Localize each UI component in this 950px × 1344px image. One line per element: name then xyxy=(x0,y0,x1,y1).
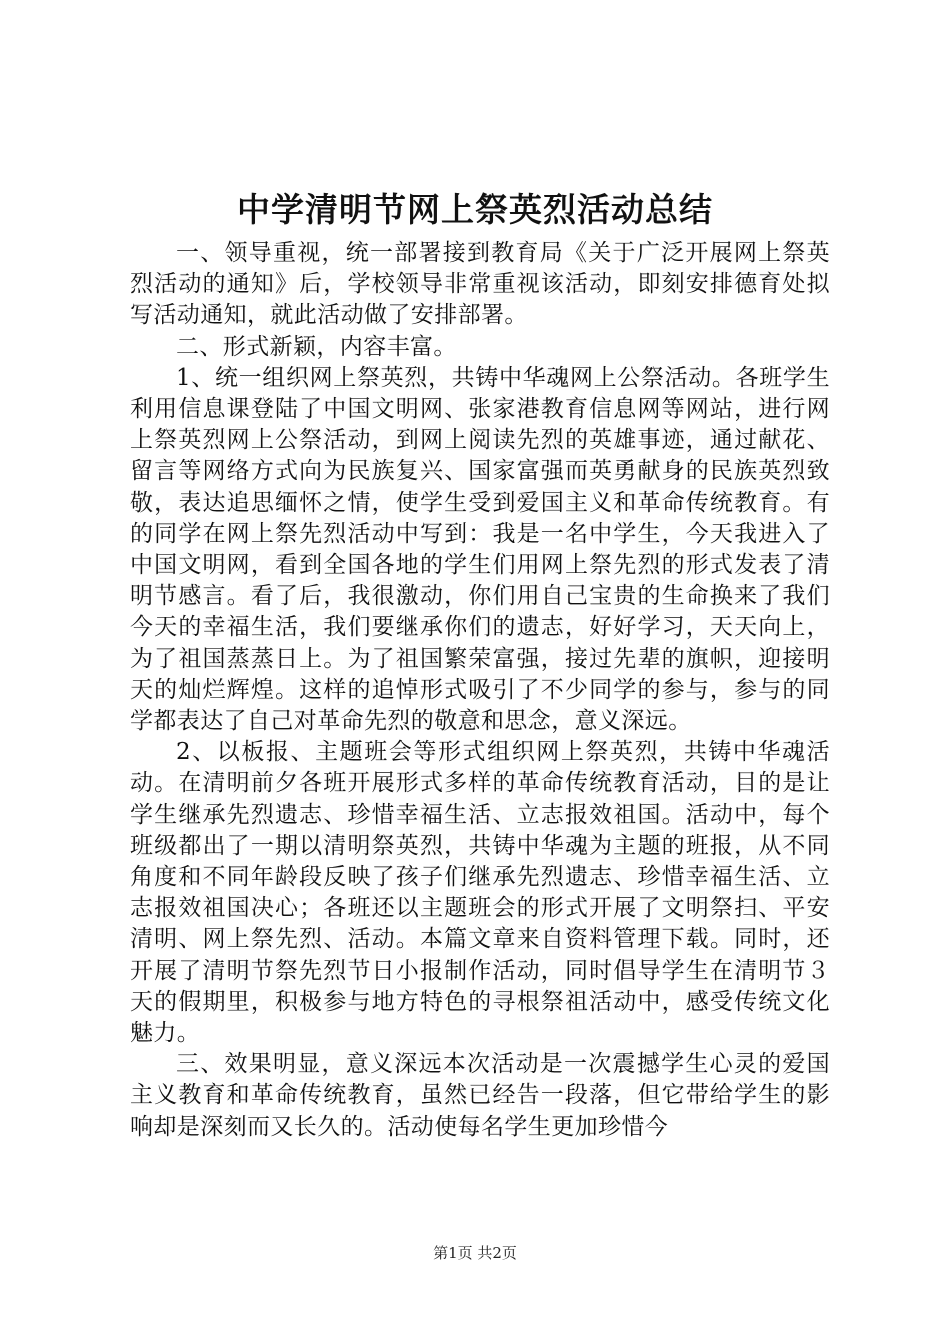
page-title: 中学清明节网上祭英烈活动总结 xyxy=(237,190,713,229)
paragraph-2: 二、形式新颖，内容丰富。 xyxy=(176,333,457,360)
paragraph-3: 1、统一组织网上祭英烈，共铸中华魂网上公祭活动。各班学生利用信息课登陆了中国文明网、张家港教育信息网等网站，进行网上祭英烈网上公祭活动，到网上阅读先烈的英雄事迹，通过献花、留言等网络方式向为民族复兴、国家富强而英勇献身的民族英烈致敬，表达追思缅怀之情，使学生受到爱国主义和革命传统教育。有的同学在网上祭先烈活动中写到：我是一名中学生，今天我进入了中国文明网，看到全国各地的学生们用网上祭先烈的形式发表了清明节感言。看了后，我很激动，你们用自己宝贵的生命换来了我们今天的幸福生活，我们要继承你们的遗志，好好学习，天天向上，为了祖国蒸蒸日上。为了祖国繁荣富强，接过先辈的旗帜，迎接明天的灿烂辉煌。这样的追悼形式吸引了不少同学的参与，参与的同学都表达了自己对革命先烈的敬意和思念，意义深远。 xyxy=(130,364,830,735)
document-body xyxy=(130,238,830,1143)
paragraph-5: 三、效果明显，意义深远本次活动是一次震撼学生心灵的爱国主义教育和革命传统教育，虽然已经告一段落，但它带给学生的影响却是深刻而又长久的。活动使每名学生更加珍惜今 xyxy=(130,1051,830,1140)
paragraph-4: 2、以板报、主题班会等形式组织网上祭英烈，共铸中华魂活动。在清明前夕各班开展形式多样的革命传统教育活动，目的是让学生继承先烈遗志、珍惜幸福生活、立志报效祖国。活动中，每个班级都出了一期以清明祭英烈，共铸中华魂为主题的班报，从不同角度和不同年龄段反映了孩子们继承先烈遗志、珍惜幸福生活、立志报效祖国决心；各班还以主题班会的形式开展了文明祭扫、平安清明、网上祭先烈、活动。本篇文章来自资料管理下载。同时，还开展了清明节祭先烈节日小报制作活动，同时倡导学生在清明节３天的假期里，积极参与地方特色的寻根祭祖活动中，感受传统文化魅力。 xyxy=(130,739,830,1047)
page-footer: 第1页 共2页 xyxy=(433,1244,517,1262)
paragraph-1: 一、领导重视，统一部署接到教育局《关于广泛开展网上祭英烈活动的通知》后，学校领导非常重视该活动，即刻安排德育处拟写活动通知，就此活动做了安排部署。 xyxy=(130,240,830,329)
